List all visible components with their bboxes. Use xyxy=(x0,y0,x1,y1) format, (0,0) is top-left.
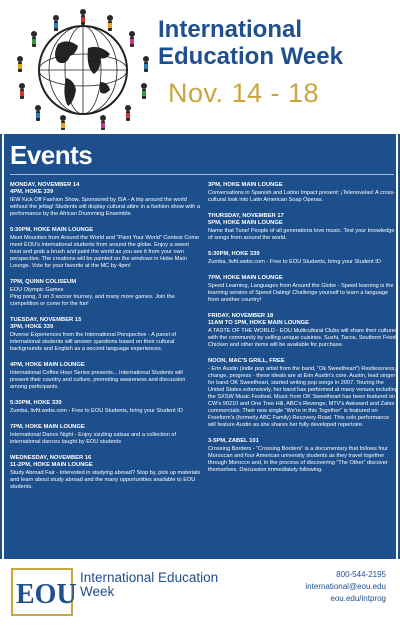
event-item xyxy=(208,251,398,266)
event-item xyxy=(10,455,201,491)
event-heading: MONDAY, NOVEMBER 14 4PM, HOKE 339 xyxy=(10,182,80,195)
event-heading: WEDNESDAY, NOVEMBER 16 11-2PM, HOKE MAIN LOUNGE xyxy=(10,455,93,468)
event-item xyxy=(10,317,201,353)
event-item xyxy=(208,438,398,474)
eou-logo-mark xyxy=(8,563,78,621)
event-description: Diverse Experiences from the International Perspective - A panel of international students will answer questions based on their cultural backgrounds and English as a second language experiences. xyxy=(10,332,177,352)
event-description: Zumba, livfit.webs.com - Free to EOU Students, bring your Student ID xyxy=(10,408,183,414)
footer xyxy=(0,559,400,626)
globe-with-people-icon xyxy=(8,4,158,132)
event-description: - Erin Austin (indie pop artist from the band, “Ok Sweetheart”) Restlessness, change, progress - these ideals are at Erin Austin's core. Austin, lead singer for band OK Sweetheart, started writing pop songs in 2007. Touring the United States extensively, her band has performed at many venues including the SXSW Music Festival. Music from OK Sweetheart has been featured on CW's 90210 and One Tree Hill, ABC's Revenge, MTV's Awkward and Zales commercials. Their new single “We're in this Together” is featured on Freeform's (formerly ABC Family) Recovery Road. This solo performance will feature Austin as she shares her fully developed repertoire. xyxy=(208,366,398,428)
event-description: A TASTE OF THE WORLD - EOU Multicultural Clubs will share their cultures with the community by selling unique cuisines. Sushi, Tacos, Southern Fried Chicken and other items will be available for purchase. xyxy=(208,328,398,348)
event-heading: 3PM, HOKE MAIN LOUNGE xyxy=(208,182,283,188)
event-heading: THURSDAY, NOVEMBER 17 5PM, HOKE MAIN LOUNGE xyxy=(208,213,284,226)
event-description: Zumba, livfit.webs.com - Free to EOU Students, bring your Student ID xyxy=(208,259,381,265)
website-link[interactable]: eou.edu/intprog xyxy=(330,594,386,603)
event-item xyxy=(208,358,398,429)
events-column-left xyxy=(10,182,201,500)
event-description: Crossing Borders - “Crossing Borders” is a documentary that follows four Moroccan and four American university students as they travel together through Morocco and, in the process of discovering “The Other” discover themselves. Discussion immediately following. xyxy=(208,446,388,473)
eou-iew-logo xyxy=(8,563,240,621)
event-description: Study Abroad Fair - Interested in studying abroad? Stop by, pick up materials and learn about study abroad and the many opportunities available to EOU students. xyxy=(10,470,201,490)
events-divider xyxy=(10,174,394,175)
header xyxy=(0,0,400,132)
event-item xyxy=(10,362,201,391)
event-heading: 5:30PM, HOKE MAIN LOUNGE xyxy=(10,227,94,233)
events-heading: Events xyxy=(10,140,93,170)
event-item xyxy=(208,213,398,242)
page-title: International Education Week xyxy=(158,16,343,70)
event-description: EOU Olympic Games Ping pong, 3 on 3 soccer tourney, and many more games. Join the competition or come for the fun! xyxy=(10,287,175,307)
event-heading: 7PM, HOKE MAIN LOUNGE xyxy=(10,424,85,430)
event-description: Name that Tune! People of all generations love music. Test your knowledge of songs from around the world. xyxy=(208,228,395,241)
events-panel-inner xyxy=(2,134,398,559)
event-heading: 5:30PM, HOKE 339 xyxy=(10,400,62,406)
event-item xyxy=(10,182,201,218)
logo-wordmark: International Education Week xyxy=(80,570,219,599)
events-panel xyxy=(0,134,400,559)
phone-number: 800-544-2195 xyxy=(336,570,386,579)
event-heading: NOON, MAC'S GRILL, FREE xyxy=(208,358,285,364)
event-item xyxy=(10,400,201,415)
event-item xyxy=(208,313,398,349)
event-heading: 3-5PM, ZABEL 101 xyxy=(208,438,259,444)
event-heading: 4PM, HOKE MAIN LOUNGE xyxy=(10,362,85,368)
event-description: Speed Learning, Languages from Around the Globe - Speed learning is the learning version of Speed Dating! Challenge yourself to learn a language from another country! xyxy=(208,283,394,303)
event-heading: 7PM, HOKE MAIN LOUNGE xyxy=(208,275,283,281)
email-link[interactable]: international@eou.edu xyxy=(305,582,386,591)
event-heading: FRIDAY, NOVEMBER 18 11AM TO 1PM, HOKE MAIN LOUNGE xyxy=(208,313,310,326)
event-item xyxy=(10,424,201,446)
event-item xyxy=(10,227,201,270)
event-item xyxy=(208,182,398,204)
events-column-right xyxy=(208,182,398,483)
event-item xyxy=(10,279,201,308)
event-description: Meet Mounties from Around the World and “Paint Your World” Contest Come meet EOU's international students from around the globe. Enjoy a sweet treat and grab a brush and paint the world as you see it from your own perspective. The creations will be painted on the windows in Hoke Main Lounge. Vote for your favorite at the MC by 4pm! xyxy=(10,235,200,269)
event-heading: TUESDAY, NOVEMBER 15 3PM, HOKE 339 xyxy=(10,317,82,330)
event-description: International Dance Night - Enjoy sizzling salsas and a collection of international dances taught by EOU students xyxy=(10,432,177,445)
globe-illustration xyxy=(8,4,158,132)
event-heading: 7PM, QUINN COLISEUM xyxy=(10,279,77,285)
event-description: Conversations in Spanish and Latino Impact present: ¡Telenovelas! A cross-cultural look into Latin American Soap Operas. xyxy=(208,190,396,203)
event-description: IEW Kick Off Fashion Show, Sponsored by ISA - A trip around the world without the jetlag! Students will display cultural attire in a fashion show with a performance by the African Drumming Ensemble. xyxy=(10,197,200,217)
svg-text:EOU: EOU xyxy=(16,579,77,610)
event-dates: Nov. 14 - 18 xyxy=(168,78,320,108)
event-heading: 5:30PM, HOKE 339 xyxy=(208,251,260,257)
contact-info xyxy=(305,569,386,605)
event-description: International Coffee Hour Series presents... International Students will present their country and culture, promoting awareness and discussion among participants. xyxy=(10,370,186,390)
event-item xyxy=(208,275,398,304)
